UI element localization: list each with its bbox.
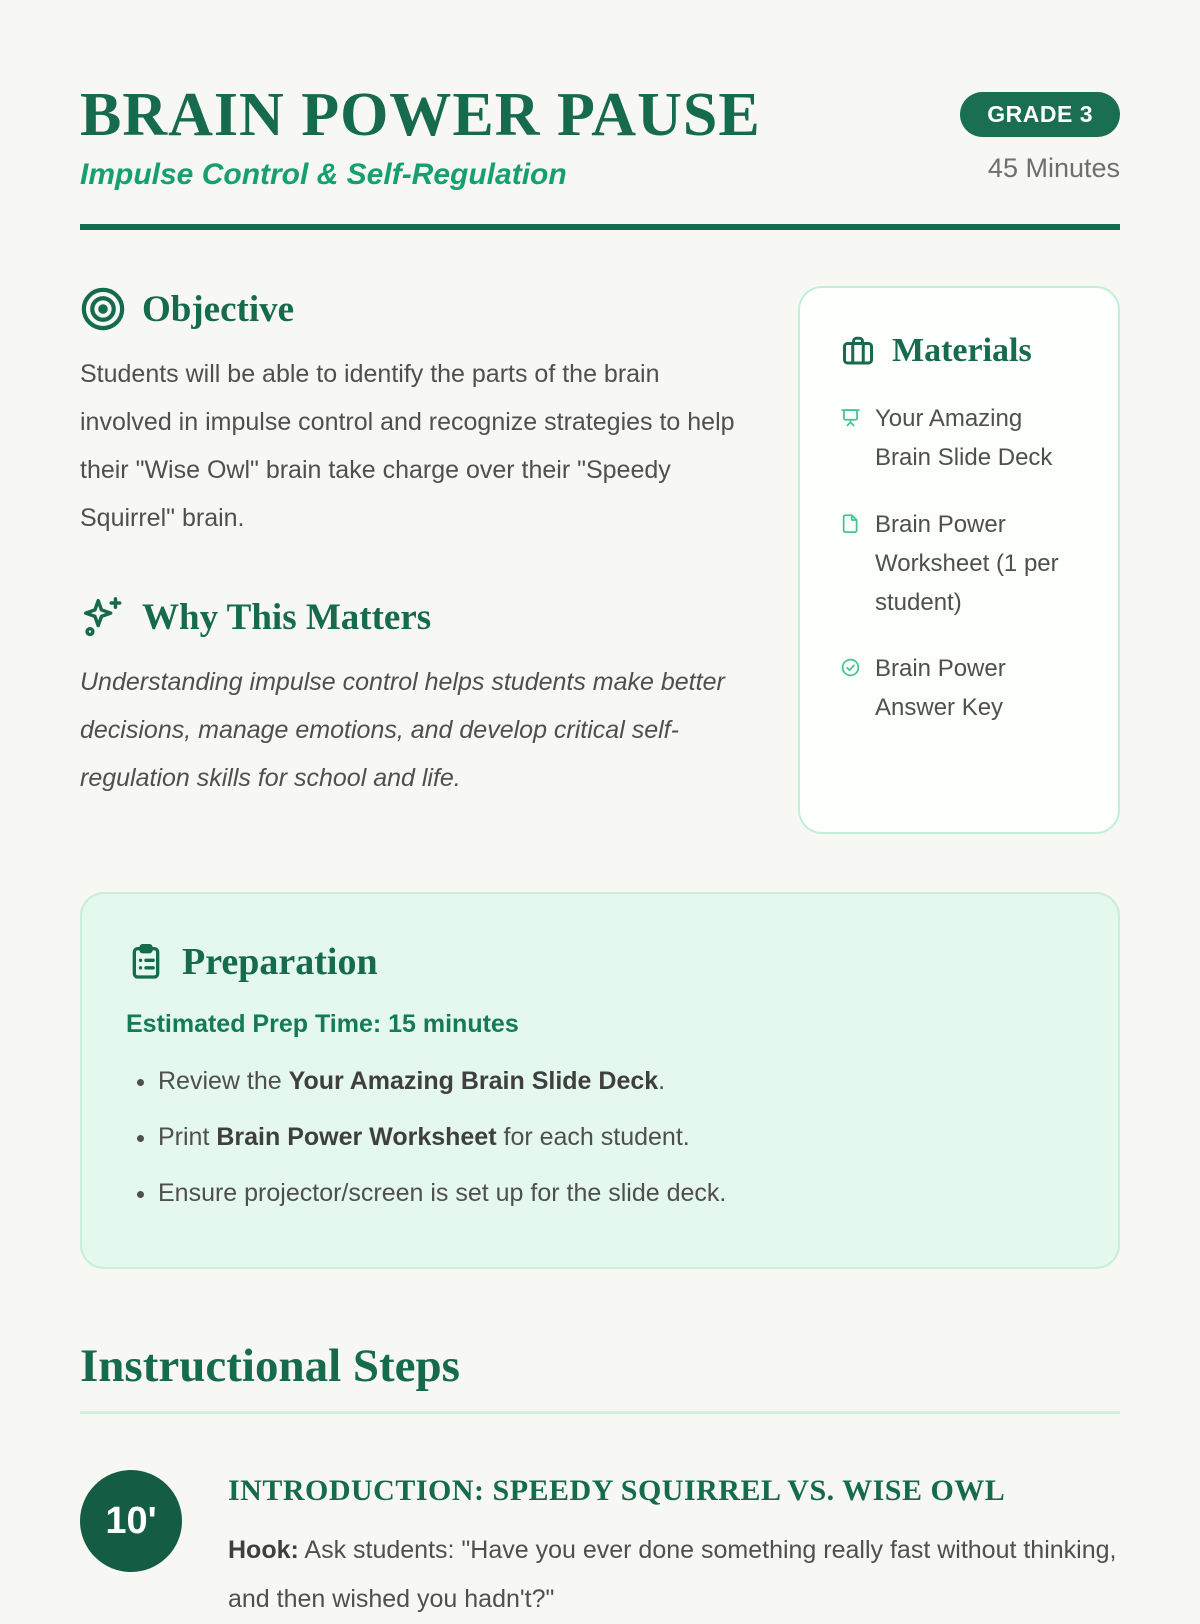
right-column bbox=[798, 286, 1120, 834]
objective-heading: Objective bbox=[142, 288, 295, 330]
materials-list bbox=[840, 400, 1082, 728]
materials-item bbox=[840, 650, 1082, 728]
page-title: BRAIN POWER PAUSE bbox=[80, 81, 761, 149]
objective-body: Students will be able to identify the parts of the brain involved in impulse control and recognize strategies to help their "Wise Owl" brain take charge over their "Speedy Squirrel" brain. bbox=[80, 360, 735, 532]
header bbox=[80, 81, 1120, 192]
preparation-card bbox=[80, 892, 1120, 1269]
materials-item-label: Brain Power Worksheet (1 per student) bbox=[875, 510, 1059, 616]
step-1 bbox=[80, 1470, 1120, 1624]
why-body: Understanding impulse control helps students make better decisions, manage emotions, and develop critical self-regulation skills for school and life. bbox=[80, 668, 725, 792]
objective-section-header bbox=[80, 286, 742, 332]
preparation-list bbox=[126, 1061, 1074, 1213]
preparation-item: • Print Brain Power Worksheet for each student. bbox=[158, 1117, 1074, 1157]
materials-item bbox=[840, 506, 1082, 623]
preparation-item: • Ensure projector/screen is set up for the slide deck. bbox=[158, 1173, 1074, 1213]
prep-time-label: Estimated Prep Time: 15 minutes bbox=[126, 1010, 519, 1038]
left-column bbox=[80, 286, 742, 834]
target-icon bbox=[80, 286, 126, 332]
header-divider bbox=[80, 224, 1120, 230]
materials-heading: Materials bbox=[892, 332, 1032, 369]
preparation-section-header bbox=[126, 940, 1074, 984]
clipboard-icon bbox=[126, 942, 166, 982]
instructional-steps-divider bbox=[80, 1411, 1120, 1414]
why-section-header bbox=[80, 594, 742, 640]
header-right bbox=[960, 84, 1120, 184]
file-icon bbox=[840, 513, 861, 623]
page-subtitle: Impulse Control & Self-Regulation bbox=[80, 158, 567, 191]
step-title: INTRODUCTION: SPEEDY SQUIRREL VS. WISE OWL bbox=[228, 1474, 1006, 1507]
step-duration-badge: 10' bbox=[80, 1470, 182, 1572]
sparkles-icon bbox=[80, 594, 126, 640]
step-hook-text: Hook: Ask students: "Have you ever done something really fast without thinking, and then wished you hadn't?" bbox=[228, 1536, 1117, 1613]
materials-item-label: Your Amazing Brain Slide Deck bbox=[875, 405, 1053, 471]
materials-item-label: Brain Power Answer Key bbox=[875, 655, 1006, 722]
materials-item bbox=[840, 400, 1082, 478]
briefcase-icon bbox=[840, 333, 876, 369]
preparation-item: • Review the Your Amazing Brain Slide Deck. bbox=[158, 1061, 1074, 1101]
instructional-steps-heading: Instructional Steps bbox=[80, 1340, 460, 1392]
materials-card bbox=[798, 286, 1120, 834]
main-content bbox=[80, 286, 1120, 834]
grade-badge: GRADE 3 bbox=[960, 92, 1120, 137]
check-circle-icon bbox=[840, 657, 861, 728]
presentation-icon bbox=[840, 407, 861, 478]
duration-label: 45 Minutes bbox=[987, 153, 1120, 183]
why-heading: Why This Matters bbox=[142, 596, 432, 638]
header-left bbox=[80, 81, 761, 192]
materials-section-header bbox=[840, 332, 1082, 370]
step-content bbox=[228, 1470, 1120, 1624]
preparation-heading: Preparation bbox=[182, 941, 378, 983]
